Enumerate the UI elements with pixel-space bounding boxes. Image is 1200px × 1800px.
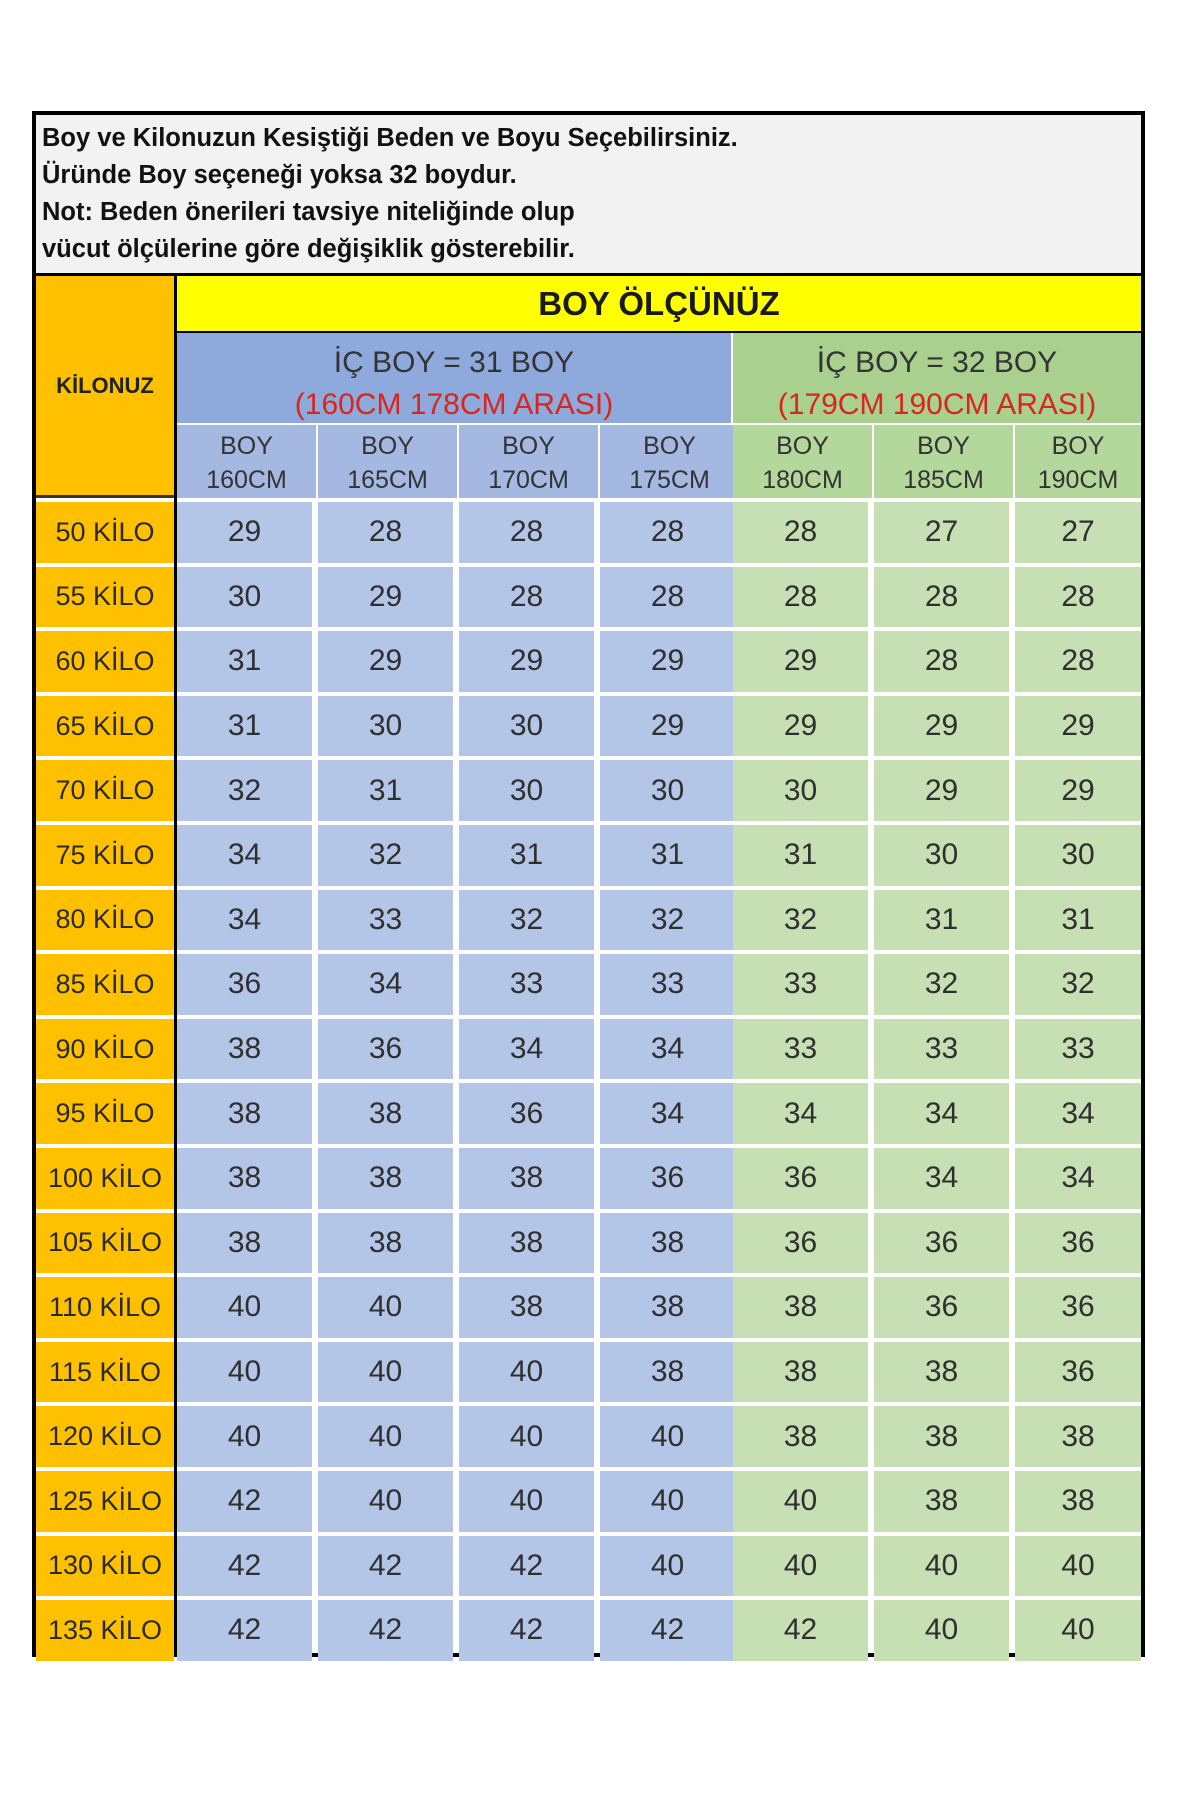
row-label: 60 KİLO — [36, 631, 174, 692]
size-cell: 27 — [874, 502, 1009, 563]
row-label: 70 KİLO — [36, 760, 174, 821]
size-cell: 38 — [177, 1213, 312, 1274]
row-label: 80 KİLO — [36, 890, 174, 951]
size-cell: 31 — [874, 890, 1009, 951]
size-cell: 28 — [733, 567, 868, 628]
size-cell: 28 — [459, 567, 594, 628]
size-cell: 38 — [733, 1406, 868, 1467]
size-cell: 40 — [318, 1277, 453, 1338]
size-cell: 38 — [459, 1148, 594, 1209]
size-cell: 31 — [1015, 890, 1141, 951]
size-cell: 31 — [177, 631, 312, 692]
column-header — [733, 425, 872, 498]
column-header-bottom: 165CM — [347, 466, 428, 494]
row-label: 135 KİLO — [36, 1600, 174, 1661]
size-cell: 27 — [1015, 502, 1141, 563]
size-cell: 33 — [318, 890, 453, 951]
row-label: 85 KİLO — [36, 954, 174, 1015]
size-cell: 33 — [600, 954, 735, 1015]
row-label: 65 KİLO — [36, 696, 174, 757]
size-cell: 38 — [177, 1083, 312, 1144]
size-cell: 30 — [1015, 825, 1141, 886]
size-cell: 28 — [874, 567, 1009, 628]
size-cell: 40 — [318, 1342, 453, 1403]
column-header-top: BOY — [220, 432, 273, 460]
size-cell: 33 — [733, 954, 868, 1015]
size-cell: 32 — [600, 890, 735, 951]
size-cell: 36 — [874, 1213, 1009, 1274]
column-header — [874, 425, 1013, 498]
row-label: 55 KİLO — [36, 567, 174, 628]
size-cell: 32 — [874, 954, 1009, 1015]
boy-title: BOY ÖLÇÜNÜZ — [174, 276, 1141, 333]
size-cell: 34 — [733, 1083, 868, 1144]
size-cell: 33 — [733, 1019, 868, 1080]
size-cell: 40 — [733, 1471, 868, 1532]
size-cell: 29 — [1015, 696, 1141, 757]
row-label: 95 KİLO — [36, 1083, 174, 1144]
group-label: İÇ BOY = 32 BOY — [816, 346, 1058, 379]
size-cell: 40 — [600, 1471, 735, 1532]
size-cell: 32 — [1015, 954, 1141, 1015]
row-label: 90 KİLO — [36, 1019, 174, 1080]
column-header-bottom: 160CM — [206, 466, 287, 494]
size-cell: 42 — [733, 1600, 868, 1661]
column-header — [177, 425, 316, 498]
size-cell: 28 — [600, 567, 735, 628]
column-header-top: BOY — [1051, 432, 1105, 460]
size-cell: 42 — [600, 1600, 735, 1661]
column-header-bottom: 185CM — [903, 466, 984, 494]
size-cell: 40 — [1015, 1600, 1141, 1661]
row-label: 50 KİLO — [36, 502, 174, 563]
group-32-boy — [733, 333, 1141, 425]
size-cell: 29 — [318, 567, 453, 628]
size-cell: 34 — [874, 1148, 1009, 1209]
size-chart — [32, 111, 1145, 1657]
size-cell: 33 — [874, 1019, 1009, 1080]
size-cell: 40 — [874, 1536, 1009, 1597]
group-label: İÇ BOY = 31 BOY — [333, 346, 575, 379]
size-cell: 29 — [318, 631, 453, 692]
size-cell: 28 — [733, 502, 868, 563]
size-cell: 36 — [1015, 1213, 1141, 1274]
size-cell: 42 — [177, 1471, 312, 1532]
size-cell: 38 — [459, 1277, 594, 1338]
size-cell: 30 — [318, 696, 453, 757]
size-cell: 36 — [177, 954, 312, 1015]
column-header — [318, 425, 457, 498]
size-cell: 38 — [600, 1277, 735, 1338]
size-cell: 40 — [177, 1342, 312, 1403]
size-cell: 42 — [177, 1536, 312, 1597]
size-cell: 38 — [733, 1277, 868, 1338]
column-header — [1015, 425, 1141, 498]
size-cell: 32 — [459, 890, 594, 951]
size-cell: 29 — [874, 696, 1009, 757]
size-cell: 38 — [874, 1342, 1009, 1403]
size-cell: 29 — [1015, 760, 1141, 821]
size-cell: 40 — [318, 1406, 453, 1467]
size-cell: 34 — [1015, 1083, 1141, 1144]
size-cell: 29 — [459, 631, 594, 692]
size-cell: 34 — [459, 1019, 594, 1080]
column-header-top: BOY — [917, 432, 970, 460]
size-cell: 29 — [733, 696, 868, 757]
size-cell: 36 — [733, 1213, 868, 1274]
size-cell: 40 — [177, 1277, 312, 1338]
size-cell: 32 — [318, 825, 453, 886]
size-cell: 40 — [459, 1471, 594, 1532]
size-cell: 40 — [459, 1342, 594, 1403]
row-label: 125 KİLO — [36, 1471, 174, 1532]
column-header-top: BOY — [643, 432, 696, 460]
size-cell: 38 — [600, 1213, 735, 1274]
size-cell: 38 — [600, 1342, 735, 1403]
size-cell: 38 — [1015, 1406, 1141, 1467]
size-cell: 42 — [177, 1600, 312, 1661]
column-header-bottom: 175CM — [629, 466, 710, 494]
size-cell: 38 — [318, 1213, 453, 1274]
size-cell: 34 — [874, 1083, 1009, 1144]
size-cell: 34 — [177, 890, 312, 951]
row-label: 120 KİLO — [36, 1406, 174, 1467]
size-cell: 31 — [459, 825, 594, 886]
size-cell: 38 — [177, 1019, 312, 1080]
size-cell: 42 — [318, 1600, 453, 1661]
size-cell: 31 — [600, 825, 735, 886]
size-cell: 36 — [459, 1083, 594, 1144]
size-cell: 30 — [459, 760, 594, 821]
row-label: 75 KİLO — [36, 825, 174, 886]
size-cell: 30 — [177, 567, 312, 628]
column-header-bottom: 190CM — [1037, 466, 1119, 494]
size-cell: 38 — [318, 1083, 453, 1144]
column-header — [600, 425, 739, 498]
size-cell: 38 — [318, 1148, 453, 1209]
size-cell: 38 — [459, 1213, 594, 1274]
size-cell: 38 — [874, 1406, 1009, 1467]
size-cell: 38 — [177, 1148, 312, 1209]
size-cell: 34 — [177, 825, 312, 886]
size-cell: 42 — [459, 1536, 594, 1597]
size-cell: 40 — [600, 1536, 735, 1597]
note-line: vücut ölçülerine göre değişiklik gösterebilir. — [42, 235, 575, 263]
size-cell: 29 — [177, 502, 312, 563]
column-header-top: BOY — [776, 432, 829, 460]
size-cell: 28 — [459, 502, 594, 563]
size-cell: 28 — [318, 502, 453, 563]
size-cell: 29 — [874, 760, 1009, 821]
size-cell: 40 — [318, 1471, 453, 1532]
group-range: (160CM 178CM ARASI) — [294, 388, 614, 421]
size-cell: 36 — [600, 1148, 735, 1209]
size-cell: 38 — [874, 1471, 1009, 1532]
size-cell: 36 — [733, 1148, 868, 1209]
size-cell: 42 — [459, 1600, 594, 1661]
size-cell: 29 — [733, 631, 868, 692]
size-cell: 31 — [733, 825, 868, 886]
kilo-header: KİLONUZ — [36, 276, 174, 498]
column-header-bottom: 170CM — [488, 466, 569, 494]
size-cell: 28 — [874, 631, 1009, 692]
size-cell: 29 — [600, 696, 735, 757]
size-cell: 40 — [600, 1406, 735, 1467]
notes-box — [36, 115, 1141, 276]
size-cell: 28 — [600, 502, 735, 563]
column-header-bottom: 180CM — [762, 466, 843, 494]
note-line: Not: Beden önerileri tavsiye niteliğinde olup — [42, 198, 575, 226]
size-cell: 32 — [733, 890, 868, 951]
size-cell: 40 — [459, 1406, 594, 1467]
size-cell: 40 — [733, 1536, 868, 1597]
size-cell: 31 — [318, 760, 453, 821]
size-cell: 40 — [1015, 1536, 1141, 1597]
size-cell: 34 — [600, 1019, 735, 1080]
size-cell: 38 — [1015, 1471, 1141, 1532]
size-cell: 40 — [177, 1406, 312, 1467]
row-label: 115 KİLO — [36, 1342, 174, 1403]
size-cell: 33 — [1015, 1019, 1141, 1080]
size-cell: 30 — [600, 760, 735, 821]
size-cell: 36 — [1015, 1342, 1141, 1403]
size-cell: 32 — [177, 760, 312, 821]
size-cell: 30 — [874, 825, 1009, 886]
size-cell: 36 — [318, 1019, 453, 1080]
size-cell: 34 — [600, 1083, 735, 1144]
row-label: 105 KİLO — [36, 1213, 174, 1274]
note-line: Boy ve Kilonuzun Kesiştiği Beden ve Boyu Seçebilirsiniz. — [42, 124, 738, 152]
size-cell: 30 — [733, 760, 868, 821]
size-cell: 40 — [874, 1600, 1009, 1661]
column-header-top: BOY — [502, 432, 555, 460]
note-line: Üründe Boy seçeneği yoksa 32 boydur. — [42, 161, 517, 189]
size-cell: 33 — [459, 954, 594, 1015]
size-cell: 36 — [874, 1277, 1009, 1338]
size-cell: 31 — [177, 696, 312, 757]
size-cell: 29 — [600, 631, 735, 692]
size-cell: 38 — [733, 1342, 868, 1403]
row-label: 110 KİLO — [36, 1277, 174, 1338]
row-label: 100 KİLO — [36, 1148, 174, 1209]
size-cell: 36 — [1015, 1277, 1141, 1338]
size-cell: 34 — [318, 954, 453, 1015]
group-31-boy — [177, 333, 731, 425]
row-label: 130 KİLO — [36, 1536, 174, 1597]
size-cell: 30 — [459, 696, 594, 757]
size-cell: 42 — [318, 1536, 453, 1597]
size-cell: 28 — [1015, 631, 1141, 692]
size-cell: 34 — [1015, 1148, 1141, 1209]
column-header — [459, 425, 598, 498]
size-cell: 28 — [1015, 567, 1141, 628]
group-range: (179CM 190CM ARASI) — [777, 388, 1097, 421]
column-header-top: BOY — [361, 432, 414, 460]
